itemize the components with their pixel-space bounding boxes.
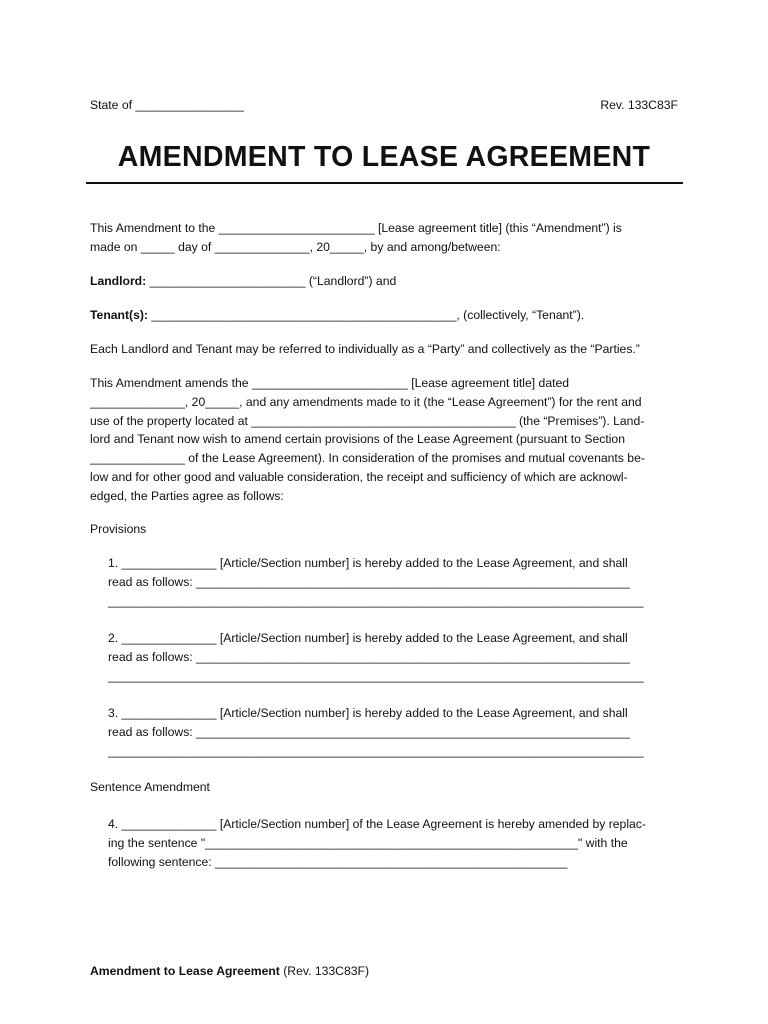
amends-line: lord and Tenant now wish to amend certain provisions of the Lease Agreement (pursuant to Section [90, 432, 625, 447]
tenant-blank: _____________________________________________, (collectively, “Tenant”). [148, 308, 585, 322]
amendment-line: following sentence: ____________________________________________________ [108, 854, 568, 869]
parties-sentence [90, 340, 678, 359]
page-footer [90, 962, 369, 981]
landlord-line [90, 272, 678, 291]
landlord-blank: _______________________ (“Landlord”) and [146, 274, 397, 288]
provision-line: read as follows: ________________________________________________________________ [108, 724, 630, 739]
intro-line: This Amendment to the _______________________ [Lease agreement title] (this “Amendment”) is [90, 221, 622, 235]
state-of-field: State of ________________ [90, 98, 244, 112]
amends-line: ______________, 20_____, and any amendments made to it (the “Lease Agreement”) for the rent and [90, 394, 642, 409]
amendment-line: ing the sentence "_______________________________________________________" with the [108, 835, 628, 850]
provision-line: 1. ______________ [Article/Section number] is hereby added to the Lease Agreement, and shall [108, 556, 628, 570]
provision-line: 3. ______________ [Article/Section number] is hereby added to the Lease Agreement, and shall [108, 706, 628, 720]
parties-text: Each Landlord and Tenant may be referred to individually as a “Party” and collectively as the “Parties.” [90, 342, 640, 356]
provisions-heading: Provisions [90, 522, 147, 536]
amends-line: use of the property located at _______________________________________ (the “Premises”). Land- [90, 413, 645, 428]
amends-line: This Amendment amends the _______________________ [Lease agreement title] dated [90, 376, 570, 390]
provision-item [108, 704, 678, 760]
provision-line: _______________________________________________________________________________ [108, 593, 644, 608]
landlord-label: Landlord: [90, 274, 147, 288]
amends-line: low and for other good and valuable consideration, the receipt and sufficiency of which are acknowl- [90, 469, 628, 484]
amendment-line: 4. ______________ [Article/Section number] of the Lease Agreement is hereby amended by replac- [108, 817, 646, 831]
amends-line: edged, the Parties agree as follows: [90, 488, 284, 503]
amends-paragraph [90, 374, 678, 506]
footer-revision: (Rev. 133C83F) [279, 964, 370, 978]
provision-line: read as follows: ________________________________________________________________ [108, 649, 630, 664]
provision-line: _______________________________________________________________________________ [108, 743, 644, 758]
footer-doc-name: Amendment to Lease Agreement [90, 964, 280, 978]
provision-line: 2. ______________ [Article/Section number] is hereby added to the Lease Agreement, and shall [108, 631, 628, 645]
provision-line: read as follows: ________________________________________________________________ [108, 574, 630, 589]
intro-line: made on _____ day of ______________, 20_____, by and among/between: [90, 239, 501, 254]
provision-line: _______________________________________________________________________________ [108, 668, 644, 683]
sentence-amendment-heading: Sentence Amendment [90, 780, 210, 794]
tenant-label: Tenant(s): [90, 308, 148, 322]
revision-code: Rev. 133C83F [600, 98, 678, 112]
intro-paragraph [90, 219, 678, 257]
provision-item [108, 554, 678, 610]
document-title: AMENDMENT TO LEASE AGREEMENT [117, 141, 651, 173]
tenant-line [90, 306, 678, 325]
sentence-amendment-item [108, 815, 678, 871]
amends-line: ______________ of the Lease Agreement). In consideration of the promises and mutual covenants be- [90, 451, 645, 466]
title-underline [86, 182, 683, 184]
provision-item [108, 629, 678, 685]
